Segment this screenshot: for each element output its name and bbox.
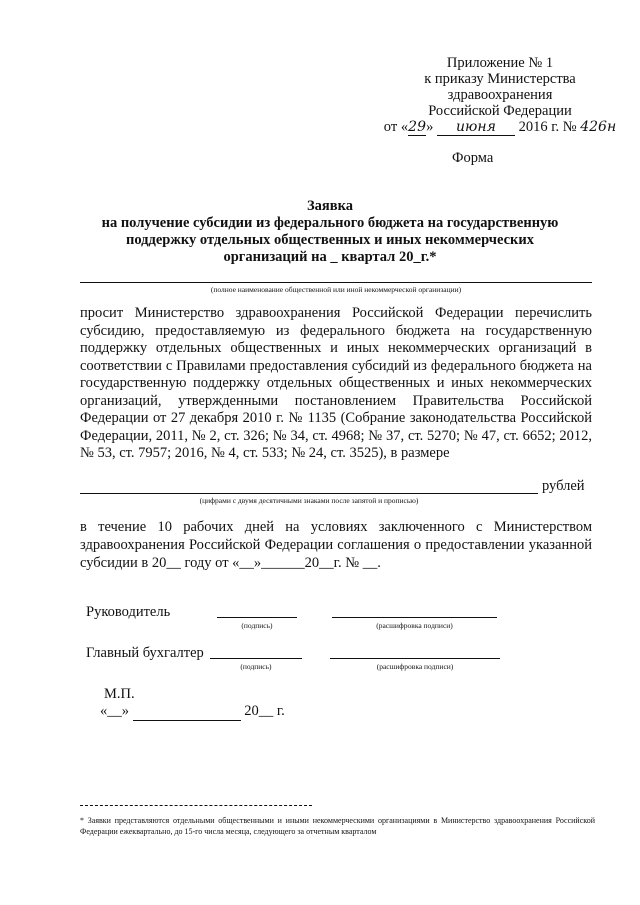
annex-date-prefix: от « — [383, 119, 409, 135]
org-name-line[interactable] — [80, 282, 592, 283]
body-text: просит Министерство здравоохранения Российской Федерации перечислить субсидию, предоставляемую из федерального бюджета на государственную поддержку отдельных общественных и иных некоммерческих организаций в соответствии с Правилами предоставления субсидий из федерального бюджета на государственную поддержку отдельных общественных и иных некоммерческих организаций, утвержденными постановлением Правительства Российской Федерации от 27 декабря 2010 г. № 1135 (Собрание законодательства Российской Федерации, 2011, № 2, ст. 326; № 34, ст. 4968; № 37, ст. 5270; № 47, ст. 6652; 2012, № 53, ст. 7957; 2016, № 4, ст. 533; № 24, ст. 3525), в размере — [80, 305, 592, 461]
annex-line-2: к приказу Министерства — [424, 71, 576, 87]
stamp-label: М.П. — [104, 686, 135, 702]
head-signature-caption: (подпись) — [241, 621, 273, 630]
annex-date-mid: » — [426, 119, 434, 135]
signature-date-year: 20__ г. — [244, 703, 285, 719]
annex-date-month: июня — [437, 119, 515, 136]
head-label: Руководитель — [86, 604, 171, 620]
org-name-caption: (полное наименование общественной или иной некоммерческой организации) — [210, 285, 462, 294]
signature-date-open: «__» — [100, 703, 129, 719]
accountant-signature-line[interactable] — [210, 658, 302, 659]
signature-date-line — [100, 703, 285, 721]
amount-line[interactable] — [80, 493, 538, 494]
annex-line-3: здравоохранения — [447, 87, 553, 103]
footnote: * Заявки представляются отдельными общественными и иными некоммерческими организациями в Министерство здравоохранения Российской Федерации ежеквартально, до 15-го числа месяца, следующего за отчетным кварталом — [80, 816, 595, 836]
annex-line-1: Приложение № 1 — [446, 55, 554, 71]
annex-date-day: 29 — [408, 119, 426, 135]
accountant-label: Главный бухгалтер — [86, 645, 204, 661]
body-paragraph-2 — [80, 518, 592, 572]
accountant-decode-line[interactable] — [330, 658, 500, 659]
accountant-decode-caption: (расшифровка подписи) — [376, 662, 454, 671]
head-decode-caption: (расшифровка подписи) — [376, 621, 453, 630]
annex-date-number: 426н — [580, 119, 617, 135]
annex-date-year: 2016 г. № — [518, 119, 577, 135]
form-label: Форма — [452, 150, 494, 166]
head-signature-line[interactable] — [217, 617, 297, 618]
annex-header — [380, 55, 620, 136]
title-line-4 — [80, 249, 580, 266]
title-asterisk: * — [429, 249, 437, 265]
title-line-4-text: организаций на _ квартал 20_г. — [223, 249, 430, 265]
head-decode-line[interactable] — [332, 617, 497, 618]
title-line-1: Заявка — [307, 198, 353, 214]
title-line-3: поддержку отдельных общественных и иных некоммерческих — [126, 232, 534, 248]
body-paragraph — [80, 305, 592, 463]
annex-line-4: Российской Федерации — [428, 103, 572, 119]
rubles-label: рублей — [542, 478, 585, 494]
document-title — [80, 198, 580, 266]
accountant-signature-caption: (подпись) — [240, 662, 272, 671]
footnote-divider — [80, 805, 312, 806]
annex-date-line — [380, 119, 620, 136]
amount-caption: (цифрами с двумя десятичными знаками после запятой и прописью) — [199, 496, 419, 505]
title-line-2: на получение субсидии из федерального бюджета на государственную — [101, 215, 559, 231]
signature-date-month[interactable] — [133, 703, 241, 721]
body-text-2: в течение 10 рабочих дней на условиях заключенного с Министерством здравоохранения Российской Федерации соглашения о предоставлении указанной субсидии в 20__ году от «__»______20__г. № __. — [80, 519, 592, 571]
